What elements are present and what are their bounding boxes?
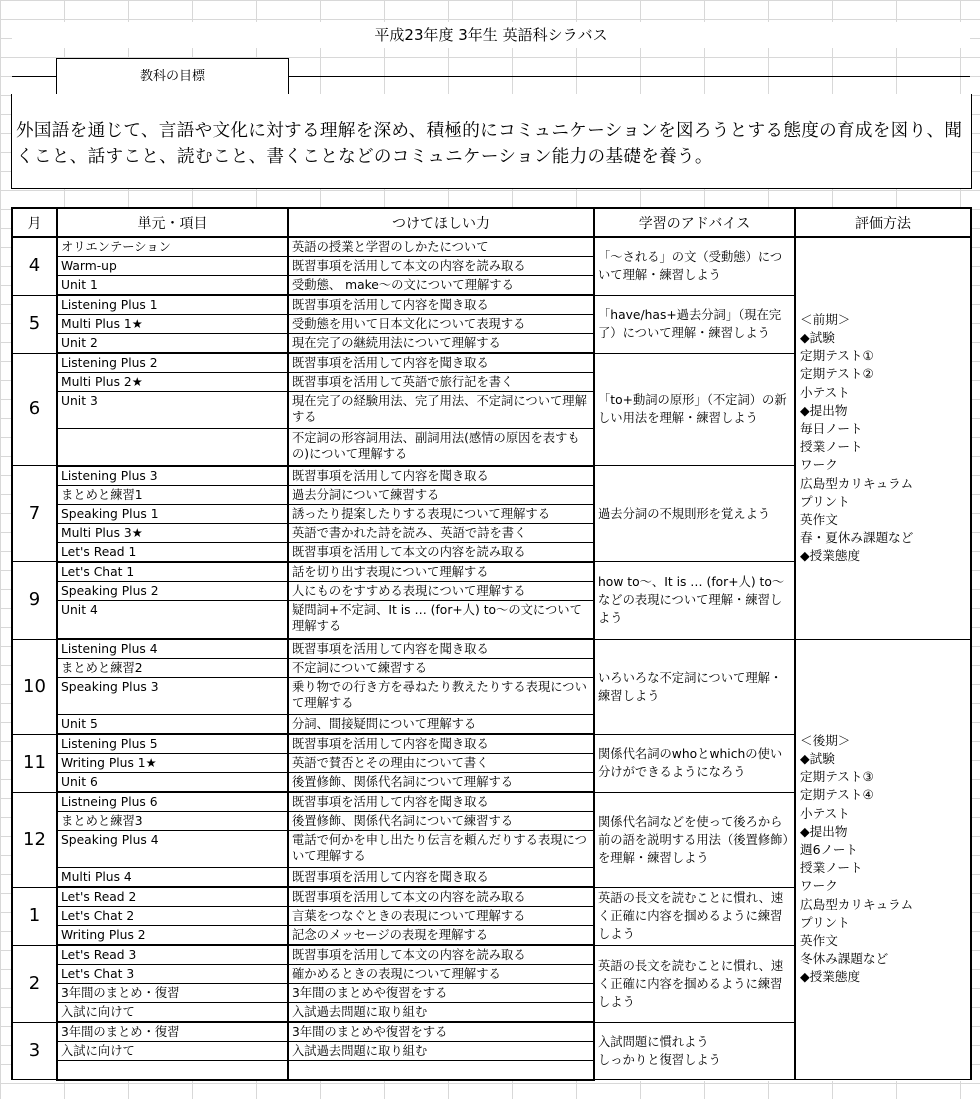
unit-cell: Unit 6 xyxy=(57,773,288,793)
header-skill: つけてほしい力 xyxy=(288,208,594,237)
advice-cell: いろいろな不定詞について理解・練習しよう xyxy=(594,639,795,734)
table-row xyxy=(12,639,971,659)
unit-cell xyxy=(57,1061,288,1080)
skill-cell: 英語で賛否とその理由について書く xyxy=(288,754,594,773)
syllabus-body xyxy=(12,237,971,1080)
unit-cell: Unit 1 xyxy=(57,276,288,296)
evaluation-item: ＜後期＞ xyxy=(800,732,851,748)
goal-label: 教科の目標 xyxy=(56,58,289,96)
evaluation-item: ◆授業態度 xyxy=(800,969,861,985)
unit-cell: Listening Plus 4 xyxy=(57,639,288,659)
advice-cell: 「～される」の文（受動態）について理解・練習しよう xyxy=(594,237,795,295)
unit-cell: Unit 2 xyxy=(57,334,288,354)
skill-cell: 記念のメッセージの表現を理解する xyxy=(288,926,594,946)
unit-cell: 3年間のまとめ・復習 xyxy=(57,1022,288,1042)
evaluation-item: 毎日ノート xyxy=(800,421,863,437)
month-cell: 1 xyxy=(12,887,57,945)
evaluation-item: ◆試験 xyxy=(800,751,835,767)
skill-cell: 英語で書かれた詩を読み、英語で詩を書く xyxy=(288,523,594,542)
month-cell: 12 xyxy=(12,792,57,887)
advice-cell: 過去分詞の不規則形を覚えよう xyxy=(594,466,795,562)
header-advice: 学習のアドバイス xyxy=(594,208,795,237)
evaluation-item: 春・夏休み課題など xyxy=(800,530,914,546)
skill-cell: 既習事項を活用して内容を聞き取る xyxy=(288,466,594,486)
evaluation-item: 冬休み課題など xyxy=(800,951,889,967)
skill-cell: 既習事項を活用して内容を聞き取る xyxy=(288,295,594,315)
unit-cell: オリエンテーション xyxy=(57,237,288,257)
unit-cell: 3年間のまとめ・復習 xyxy=(57,984,288,1003)
skill-cell: 不定詞の形容詞用法、副詞用法(感情の原因を表すもの)について理解する xyxy=(288,429,594,466)
month-cell: 3 xyxy=(12,1022,57,1080)
advice-cell: 英語の長文を読むことに慣れ、速く正確に内容を掴めるように練習しよう xyxy=(594,887,795,945)
evaluation-item: 週6ノート xyxy=(800,842,859,858)
unit-cell: Warm-up xyxy=(57,257,288,276)
unit-cell: まとめと練習3 xyxy=(57,812,288,831)
unit-cell: まとめと練習1 xyxy=(57,485,288,504)
header-evaluation: 評価方法 xyxy=(795,208,971,237)
page-title: 平成23年度 3年生 英語科シラバス xyxy=(12,22,970,48)
unit-cell: Speaking Plus 4 xyxy=(57,831,288,868)
unit-cell: 入試に向けて xyxy=(57,1003,288,1023)
skill-cell: 後置修飾、関係代名詞について練習する xyxy=(288,812,594,831)
month-cell: 10 xyxy=(12,639,57,734)
advice-cell: 関係代名詞のwhoとwhichの使い分けができるようになろう xyxy=(594,734,795,792)
skill-cell: 現在完了の継続用法について理解する xyxy=(288,334,594,354)
unit-cell: Speaking Plus 3 xyxy=(57,678,288,715)
unit-cell: Writing Plus 2 xyxy=(57,926,288,946)
syllabus-table xyxy=(11,207,972,1081)
skill-cell: 疑問詞+不定詞、It is … (for+人) to～の文について理解する xyxy=(288,600,594,639)
evaluation-item: 定期テスト③ xyxy=(800,769,874,785)
unit-cell: Unit 4 xyxy=(57,600,288,639)
evaluation-item: ワーク xyxy=(800,878,838,894)
skill-cell: 受動態、 make～の文について理解する xyxy=(288,276,594,296)
skill-cell: 既習事項を活用して本文の内容を読み取る xyxy=(288,257,594,276)
skill-cell: 入試過去問題に取り組む xyxy=(288,1003,594,1023)
unit-cell: Listening Plus 3 xyxy=(57,466,288,486)
evaluation-item: 授業ノート xyxy=(800,439,863,455)
evaluation-item: 定期テスト④ xyxy=(800,787,874,803)
evaluation-item: ＜前期＞ xyxy=(800,311,851,327)
skill-cell: 電話で何かを申し出たり伝言を頼んだりする表現について理解する xyxy=(288,831,594,868)
unit-cell: Listening Plus 2 xyxy=(57,353,288,373)
evaluation-item: ◆提出物 xyxy=(800,402,848,418)
skill-cell: 人にものをすすめる表現について理解する xyxy=(288,581,594,600)
skill-cell: 3年間のまとめや復習をする xyxy=(288,1022,594,1042)
skill-cell: 不定詞について練習する xyxy=(288,659,594,678)
skill-cell: 過去分詞について練習する xyxy=(288,485,594,504)
skill-cell: 現在完了の経験用法、完了用法、不定詞について理解する xyxy=(288,392,594,429)
unit-cell: Speaking Plus 1 xyxy=(57,504,288,523)
unit-cell: Let's Read 3 xyxy=(57,945,288,965)
month-cell: 2 xyxy=(12,945,57,1022)
evaluation-item: プリント xyxy=(800,914,850,930)
unit-cell: Multi Plus 3★ xyxy=(57,523,288,542)
unit-cell: 入試に向けて xyxy=(57,1042,288,1061)
evaluation-item: ◆提出物 xyxy=(800,823,848,839)
skill-cell: 話を切り出す表現について理解する xyxy=(288,562,594,582)
skill-cell: 後置修飾、関係代名詞について理解する xyxy=(288,773,594,793)
unit-cell xyxy=(57,429,288,466)
evaluation-item: 英作文 xyxy=(800,933,838,949)
month-cell: 7 xyxy=(12,466,57,562)
evaluation-item: 広島型カリキュラム xyxy=(800,896,914,912)
goal-text: 外国語を通じて、言語や文化に対する理解を深め、積極的にコミュニケーションを図ろうとする態度の育成を図り、聞くこと、話すこと、読むこと、書くことなどのコミュニケーション能力の基礎を養う。 xyxy=(16,121,963,167)
evaluation-item: 授業ノート xyxy=(800,860,863,876)
evaluation-item: 広島型カリキュラム xyxy=(800,475,914,491)
unit-cell: Let's Chat 2 xyxy=(57,907,288,926)
skill-cell: 既習事項を活用して本文の内容を読み取る xyxy=(288,542,594,562)
advice-cell: 「have/has+過去分詞」（現在完了）について理解・練習しよう xyxy=(594,295,795,353)
unit-cell: Listneing Plus 6 xyxy=(57,792,288,812)
advice-cell: 関係代名詞などを使って後ろから前の語を説明する用法（後置修飾）を理解・練習しよう xyxy=(594,792,795,887)
unit-cell: Multi Plus 1★ xyxy=(57,315,288,334)
evaluation-item: 小テスト xyxy=(800,384,850,400)
unit-cell: Multi Plus 2★ xyxy=(57,373,288,392)
evaluation-item: 英作文 xyxy=(800,512,838,528)
month-cell: 9 xyxy=(12,562,57,640)
evaluation-item: プリント xyxy=(800,493,850,509)
skill-cell: 既習事項を活用して内容を聞き取る xyxy=(288,792,594,812)
unit-cell: Unit 3 xyxy=(57,392,288,429)
unit-cell: まとめと練習2 xyxy=(57,659,288,678)
table-header-row xyxy=(12,208,971,237)
unit-cell: Listening Plus 1 xyxy=(57,295,288,315)
evaluation-item: ワーク xyxy=(800,457,838,473)
table-row xyxy=(12,237,971,257)
skill-cell: 英語の授業と学習のしかたについて xyxy=(288,237,594,257)
skill-cell: 受動態を用いて日本文化について表現する xyxy=(288,315,594,334)
unit-cell: Speaking Plus 2 xyxy=(57,581,288,600)
unit-cell: Let's Read 1 xyxy=(57,542,288,562)
skill-cell: 乗り物での行き方を尋ねたり教えたりする表現について理解する xyxy=(288,678,594,715)
skill-cell: 既習事項を活用して内容を聞き取る xyxy=(288,868,594,888)
unit-cell: Unit 5 xyxy=(57,715,288,735)
unit-cell: Let's Chat 1 xyxy=(57,562,288,582)
skill-cell: 分詞、間接疑問について理解する xyxy=(288,715,594,735)
advice-cell: 英語の長文を読むことに慣れ、速く正確に内容を掴めるように練習しよう xyxy=(594,945,795,1022)
skill-cell: 既習事項を活用して本文の内容を読み取る xyxy=(288,887,594,907)
evaluation-item: ◆試験 xyxy=(800,330,835,346)
unit-cell: Writing Plus 1★ xyxy=(57,754,288,773)
first-term-evaluation xyxy=(795,237,971,639)
evaluation-item: ◆授業態度 xyxy=(800,548,861,564)
advice-cell: 「to+動詞の原形」（不定詞）の新しい用法を理解・練習しよう xyxy=(594,353,795,466)
month-cell: 5 xyxy=(12,295,57,353)
evaluation-item: 小テスト xyxy=(800,805,850,821)
skill-cell: 言葉をつなぐときの表現について理解する xyxy=(288,907,594,926)
skill-cell: 既習事項を活用して本文の内容を読み取る xyxy=(288,945,594,965)
header-month: 月 xyxy=(12,208,57,237)
unit-cell: Let's Chat 3 xyxy=(57,965,288,984)
unit-cell: Listening Plus 5 xyxy=(57,734,288,754)
advice-cell: how to～、It is … (for+人) to～などの表現について理解・練習しよう xyxy=(594,562,795,640)
evaluation-item: 定期テスト① xyxy=(800,348,874,364)
skill-cell xyxy=(288,1061,594,1080)
month-cell: 6 xyxy=(12,353,57,466)
header-unit: 単元・項目 xyxy=(57,208,288,237)
skill-cell: 既習事項を活用して内容を聞き取る xyxy=(288,353,594,373)
skill-cell: 既習事項を活用して内容を聞き取る xyxy=(288,734,594,754)
skill-cell: 3年間のまとめや復習をする xyxy=(288,984,594,1003)
skill-cell: 既習事項を活用して内容を聞き取る xyxy=(288,639,594,659)
skill-cell: 誘ったり提案したりする表現について理解する xyxy=(288,504,594,523)
skill-cell: 入試過去問題に取り組む xyxy=(288,1042,594,1061)
month-cell: 4 xyxy=(12,237,57,295)
second-term-evaluation xyxy=(795,639,971,1080)
month-cell: 11 xyxy=(12,734,57,792)
skill-cell: 既習事項を活用して英語で旅行記を書く xyxy=(288,373,594,392)
evaluation-item: 定期テスト② xyxy=(800,366,874,382)
unit-cell: Let's Read 2 xyxy=(57,887,288,907)
unit-cell: Multi Plus 4 xyxy=(57,868,288,888)
advice-cell: 入試問題に慣れよう しっかりと復習しよう xyxy=(594,1022,795,1080)
skill-cell: 確かめるときの表現について理解する xyxy=(288,965,594,984)
